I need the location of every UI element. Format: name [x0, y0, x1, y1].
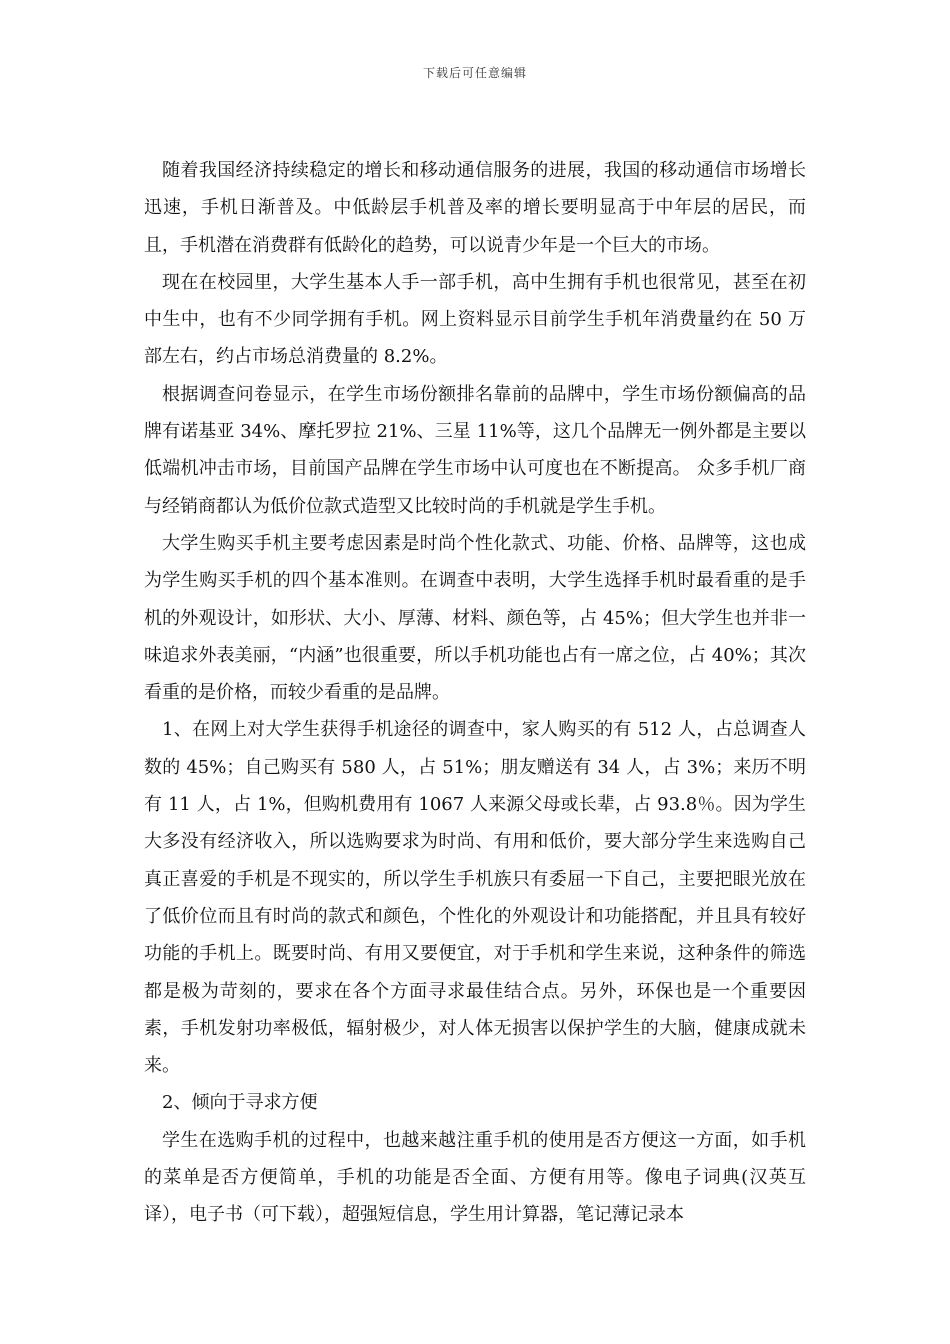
paragraph: 大学生购买手机主要考虑因素是时尚个性化款式、功能、价格、品牌等，这也成为学生购买手机的四个基本准则。在调查中表明，大学生选择手机时最看重的是手机的外观设计，如形状、大小、厚薄、材料、颜色等，占 45%；但大学生也并非一味追求外表美丽，“内涵”也很重要，所以手机功能也占有一席之位，占 40%；其次看重的是价格，而较少看重的是品牌。: [144, 532, 806, 704]
paragraph: 1、在网上对大学生获得手机途径的调查中，家人购买的有 512 人，占总调查人数的 45%；自己购买有 580 人，占 51%；朋友赠送有 34 人，占 3%；来历不明有 11 人，占 1%，但购机费用有 1067 人来源父母或长辈，占 93.8％。因为学生大多没有经济收入，所以选购要求为时尚、有用和低价，要大部分学生来选购自己真正喜爱的手机是不现实的，所以学生手机族只有委屈一下自己，主要把眼光放在了低价位而且有时尚的款式和颜色，个性化的外观设计和功能搭配，并且具有较好功能的手机上。既要时尚、有用又要便宜，对于手机和学生来说，这种条件的筛选都是极为苛刻的，要求在各个方面寻求最佳结合点。另外，环保也是一个重要因素，手机发射功率极低，辐射极少，对人体无损害以保护学生的大脑，健康成就未来。: [144, 719, 806, 1077]
page-header: 下载后可任意编辑: [422, 66, 527, 80]
paragraph: 根据调查问卷显示，在学生市场份额排名靠前的品牌中，学生市场份额偏高的品牌有诺基亚 34%、摩托罗拉 21%、三星 11%等，这几个品牌无一例外都是主要以低端机冲击市场，目前国产品牌在学生市场中认可度也在不断提高。 众多手机厂商与经销商都认为低价位款式造型又比较时尚的手机就是学生手机。: [144, 383, 806, 517]
paragraph: 随着我国经济持续稳定的增长和移动通信服务的进展，我国的移动通信市场增长迅速，手机日渐普及。中低龄层手机普及率的增长要明显高于中年层的居民，而且，手机潜在消费群有低龄化的趋势，可以说青少年是一个巨大的市场。: [144, 160, 806, 256]
paragraph: 现在在校园里，大学生基本人手一部手机，高中生拥有手机也很常见，甚至在初中生中，也有不少同学拥有手机。网上资料显示目前学生手机年消费量约在 50 万部左右，约占市场总消费量的 8.2%。: [144, 271, 806, 368]
document-body: [144, 152, 806, 1234]
paragraph: 学生在选购手机的过程中，也越来越注重手机的使用是否方便这一方面，如手机的菜单是否方便简单，手机的功能是否全面、方便有用等。像电子词典(汉英互译），电子书（可下载），超强短信息，学生用计算器，笔记薄记录本: [144, 1129, 806, 1226]
section-heading: 2、倾向于寻求方便: [162, 1092, 318, 1114]
